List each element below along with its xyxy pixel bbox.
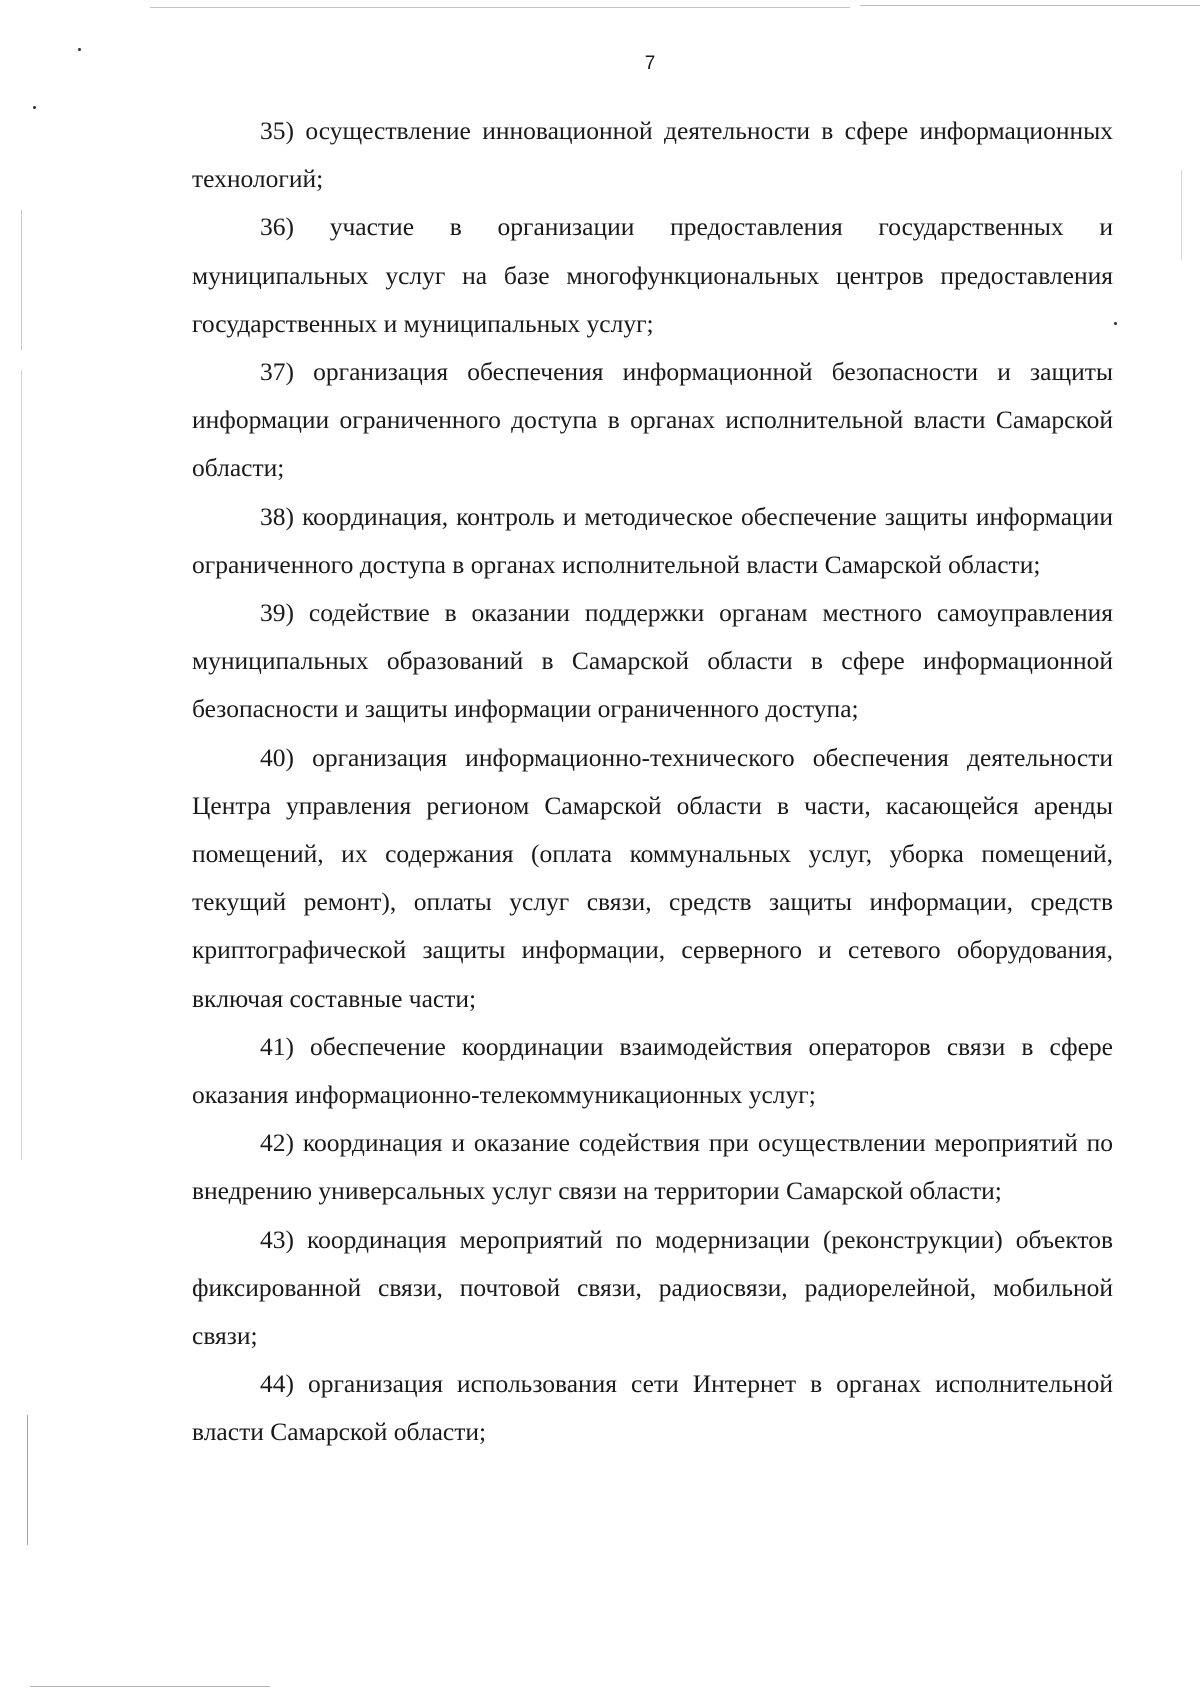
scan-edge-line-left-upper — [21, 210, 22, 350]
list-item: 43) координация мероприятий по модернизации (реконструкции) объектов фиксированной связи, почтовой связи, радиосвязи, радиорелейной, мобильной связи; — [192, 1224, 1113, 1351]
scan-edge-line-top — [150, 7, 850, 8]
list-item: 39) содействие в оказании поддержки органам местного самоуправления муниципальных образований в Самарской области в сфере информационной безопасности и защиты информации ограниченного доступа; — [192, 598, 1113, 724]
list-item: 35) осуществление инновационной деятельности в сфере информационных технологий; — [192, 116, 1113, 194]
list-item: 44) организация использования сети Интернет в органах исполнительной власти Самарской области; — [192, 1369, 1113, 1447]
scan-edge-line-right — [1181, 170, 1182, 260]
scan-speck — [78, 48, 81, 51]
list-item: 38) координация, контроль и методическое обеспечение защиты информации ограниченного доступа в органах исполнительной власти Самарской области; — [192, 501, 1113, 579]
scan-edge-line-left-lower — [27, 1415, 28, 1545]
list-item: 42) координация и оказание содействия при осуществлении мероприятий по внедрению универсальных услуг связи на территории Самарской области; — [192, 1128, 1113, 1206]
scan-speck — [33, 106, 36, 109]
list-item: 36) участие в организации предоставления государственных и муниципальных услуг на базе многофункциональных центров предоставления государственных и муниципальных услуг; — [192, 212, 1113, 338]
scan-edge-line-left-mid — [21, 370, 22, 1160]
scan-edge-line-top-right — [860, 5, 1200, 6]
document-body — [192, 107, 1113, 1457]
list-item: 37) организация обеспечения информационной безопасности и защиты информации ограниченного доступа в органах исполнительной власти Самарской области; — [192, 357, 1113, 483]
list-item: 40) организация информационно-технического обеспечения деятельности Центра управления регионом Самарской области в части, касающейся аренды помещений, их содержания (оплата коммунальных услуг, уборка помещений, текущий ремонт), оплаты услуг связи, средств защиты информации, средств криптографической защиты информации, серверного и сетевого оборудования, включая составные части; — [192, 742, 1113, 1013]
scan-edge-line-bottom — [30, 1686, 270, 1687]
page-number: 7 — [644, 53, 656, 74]
list-item: 41) обеспечение координации взаимодействия операторов связи в сфере оказания информационно-телекоммуникационных услуг; — [192, 1031, 1113, 1110]
scan-speck — [1114, 322, 1117, 325]
